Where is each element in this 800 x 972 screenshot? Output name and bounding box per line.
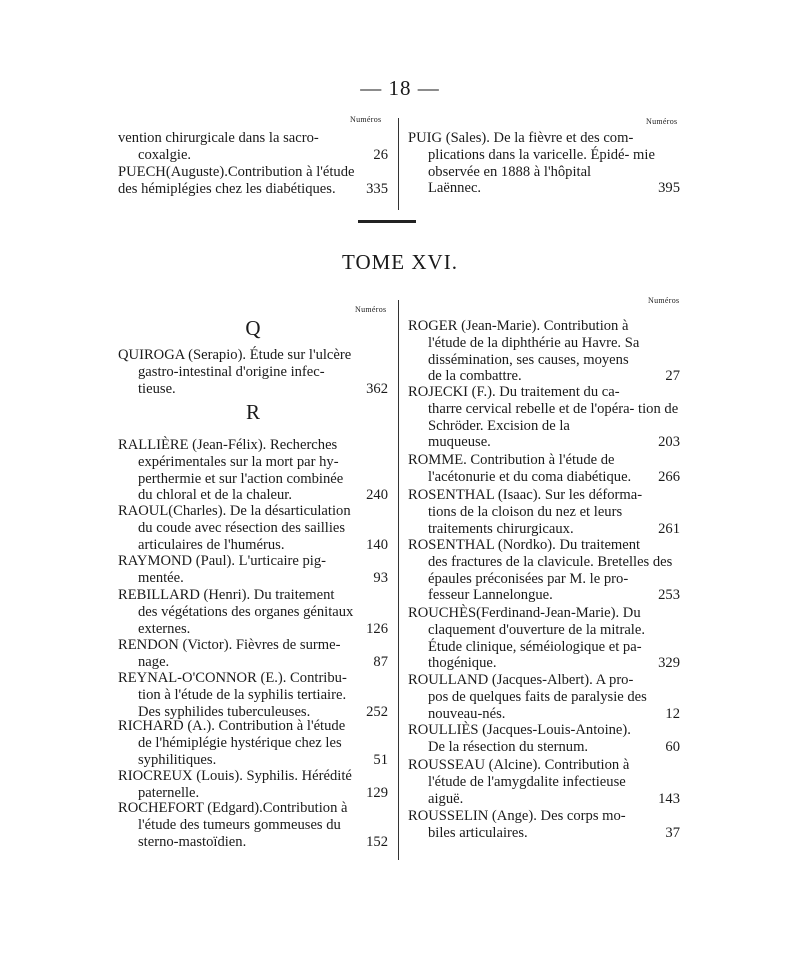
entry-title-end: De la résection du sternum. [428, 738, 589, 755]
entry-title-continued: des végétations des organes génitaux [138, 603, 354, 620]
section-letter-r: R [245, 400, 260, 424]
index-entry [408, 537, 680, 604]
entry-title-continued: du coude avec résection des saillies [138, 519, 346, 536]
entry-author: ROGER (Jean-Marie). Contribution à [408, 318, 629, 334]
entry-number: 27 [665, 368, 680, 385]
numeros-header-top-left: Numéros [350, 115, 382, 124]
entry-title-continued: l'étude de l'amygdalite infectieuse [428, 773, 626, 790]
entry-author: ROJECKI (F.). Du traitement du ca- [408, 384, 620, 400]
entry-author: ROUSSELIN (Ange). Des corps mo- [408, 808, 626, 824]
entry-title-end: Des syphilides tuberculeuses. [138, 703, 311, 720]
entry-author: ROUCHÈS(Ferdinand-Jean-Marie). Du [408, 605, 641, 621]
entry-title-end: externes. [138, 620, 191, 637]
entry-title-end: l'acétonurie et du coma diabétique. [428, 468, 632, 485]
entry-number: 140 [366, 536, 388, 553]
entry-title-continued: gastro-intestinal d'origine infec- [138, 363, 325, 380]
entry-author: ROSENTHAL (Nordko). Du traitement [408, 537, 641, 553]
entry-title-end: sterno-mastoïdien. [138, 833, 247, 850]
entry-author: ROUSSEAU (Alcine). Contribution à [408, 757, 630, 773]
tome-title: TOME XVI. [342, 250, 458, 274]
entry-title-continued: tion à l'étude de la syphilis tertiaire. [138, 686, 347, 703]
index-entry [408, 808, 680, 842]
index-entry [118, 718, 388, 768]
entry-number: 329 [658, 655, 680, 672]
index-entry [408, 672, 680, 722]
entry-title-continued: des fractures de la clavicule. Bretelles des épaules préconisées par M. le pro- [428, 553, 673, 587]
entry-author: ROULLIÈS (Jacques-Louis-Antoine). [408, 722, 631, 738]
entry-title-end: syphilitiques. [138, 751, 217, 768]
entry-title-continued: tharre cervical rebelle et de l'opéra- tion de Schröder. Excision de la [428, 400, 679, 434]
entry-title-end: thogénique. [428, 655, 497, 672]
entry-title-end: du chloral et de la chaleur. [138, 487, 292, 504]
entry-author: RIOCREUX (Louis). Syphilis. Hérédité [118, 768, 352, 784]
index-entry: PUECH(Auguste).Contribution à l'étude des hémiplégies chez les diabétiques. 335 [118, 164, 388, 197]
entry-number: 261 [658, 520, 680, 537]
numeros-header-left: Numéros [355, 305, 387, 314]
entry-title-continued: claquement d'ouverture de la mitrale. Étude clinique, séméiologique et pa- [428, 621, 645, 655]
entry-number: 362 [366, 380, 388, 397]
entry-number: 203 [658, 434, 680, 451]
entry-author: RENDON (Victor). Fièvres de surme- [118, 637, 341, 653]
index-entry: vention chirurgicale dans la sacro- coxalgie. 26 [118, 130, 388, 163]
index-entry [408, 605, 680, 672]
column-divider-top [398, 118, 399, 210]
column-divider-main [398, 300, 399, 860]
index-entry [118, 670, 388, 720]
page-number: — 18 — [360, 76, 440, 100]
index-entry [118, 503, 388, 553]
entry-title-continued: de l'hémiplégie hystérique chez les [138, 734, 342, 751]
entry-number: 87 [373, 653, 388, 670]
entry-title-end: aiguë. [428, 790, 464, 807]
entry-title-end: paternelle. [138, 784, 200, 801]
entry-author: REYNAL-O'CONNOR (E.). Contribu- [118, 670, 347, 686]
index-entry [118, 437, 388, 504]
entry-number: 51 [373, 751, 388, 768]
entry-number: 129 [366, 784, 388, 801]
entry-title-continued: l'étude des tumeurs gommeuses du [138, 816, 341, 833]
numeros-header-right: Numéros [648, 296, 680, 305]
index-entry [118, 347, 388, 397]
entry-title-end: biles articulaires. [428, 824, 528, 841]
section-letter-q: Q [245, 316, 261, 340]
entry-title-end: de la combattre. [428, 368, 522, 385]
index-entry [408, 384, 680, 451]
index-entry [118, 553, 388, 587]
entry-author: REBILLARD (Henri). Du traitement [118, 587, 335, 603]
entry-number: 143 [658, 790, 680, 807]
entry-number: 252 [366, 703, 388, 720]
entry-author: QUIROGA (Serapio). Étude sur l'ulcère [118, 347, 352, 363]
index-entry [408, 318, 680, 385]
section-divider [358, 220, 416, 223]
entry-title-continued: l'étude de la diphthérie au Havre. Sa dissémination, ses causes, moyens [428, 334, 640, 368]
index-entry [408, 487, 680, 537]
index-entry [408, 757, 680, 807]
entry-title-end: nage. [138, 653, 170, 670]
entry-number: 60 [665, 738, 680, 755]
entry-title-end: nouveau-nés. [428, 705, 506, 722]
entry-title-continued: pos de quelques faits de paralysie des [428, 688, 647, 705]
entry-title-end: articulaires de l'humérus. [138, 536, 285, 553]
index-entry [408, 452, 680, 486]
entry-title-end: fesseur Lannelongue. [428, 587, 553, 604]
entry-number: 12 [665, 705, 680, 722]
entry-number: 152 [366, 833, 388, 850]
entry-author: ROCHEFORT (Edgard).Contribution à [118, 800, 348, 816]
numeros-header-top-right: Numéros [646, 117, 678, 126]
entry-title-end: mentée. [138, 569, 184, 586]
entry-author: RAOUL(Charles). De la désarticulation [118, 503, 351, 519]
index-entry [118, 768, 388, 802]
entry-number: 93 [373, 569, 388, 586]
entry-title-end: tieuse. [138, 380, 176, 397]
entry-author: RICHARD (A.). Contribution à l'étude [118, 718, 346, 734]
entry-title-end: muqueuse. [428, 434, 491, 451]
index-entry [408, 722, 680, 756]
entry-title-continued: tions de la cloison du nez et leurs [428, 503, 623, 520]
entry-number: 253 [658, 587, 680, 604]
index-entry [118, 800, 388, 850]
entry-number: 266 [658, 468, 680, 485]
entry-title-continued: expérimentales sur la mort par hy- perthermie et sur l'action combinée [138, 453, 344, 487]
entry-title-end: traitements chirurgicaux. [428, 520, 574, 537]
index-entry: PUIG (Sales). De la fièvre et des com- plications dans la varicelle. Épidé- mie observée en 1888 à l'hôpital Laënnec. 395 [408, 130, 680, 197]
entry-number: 240 [366, 487, 388, 504]
entry-author: ROSENTHAL (Isaac). Sur les déforma- [408, 487, 643, 503]
entry-author: ROMME. Contribution à l'étude de [408, 452, 615, 468]
entry-author: RAYMOND (Paul). L'urticaire pig- [118, 553, 326, 569]
entry-number: 37 [665, 824, 680, 841]
entry-author: RALLIÈRE (Jean-Félix). Recherches [118, 437, 338, 453]
entry-author: ROULLAND (Jacques-Albert). A pro- [408, 672, 634, 688]
index-entry [118, 637, 388, 671]
entry-number: 126 [366, 620, 388, 637]
index-entry [118, 587, 388, 637]
